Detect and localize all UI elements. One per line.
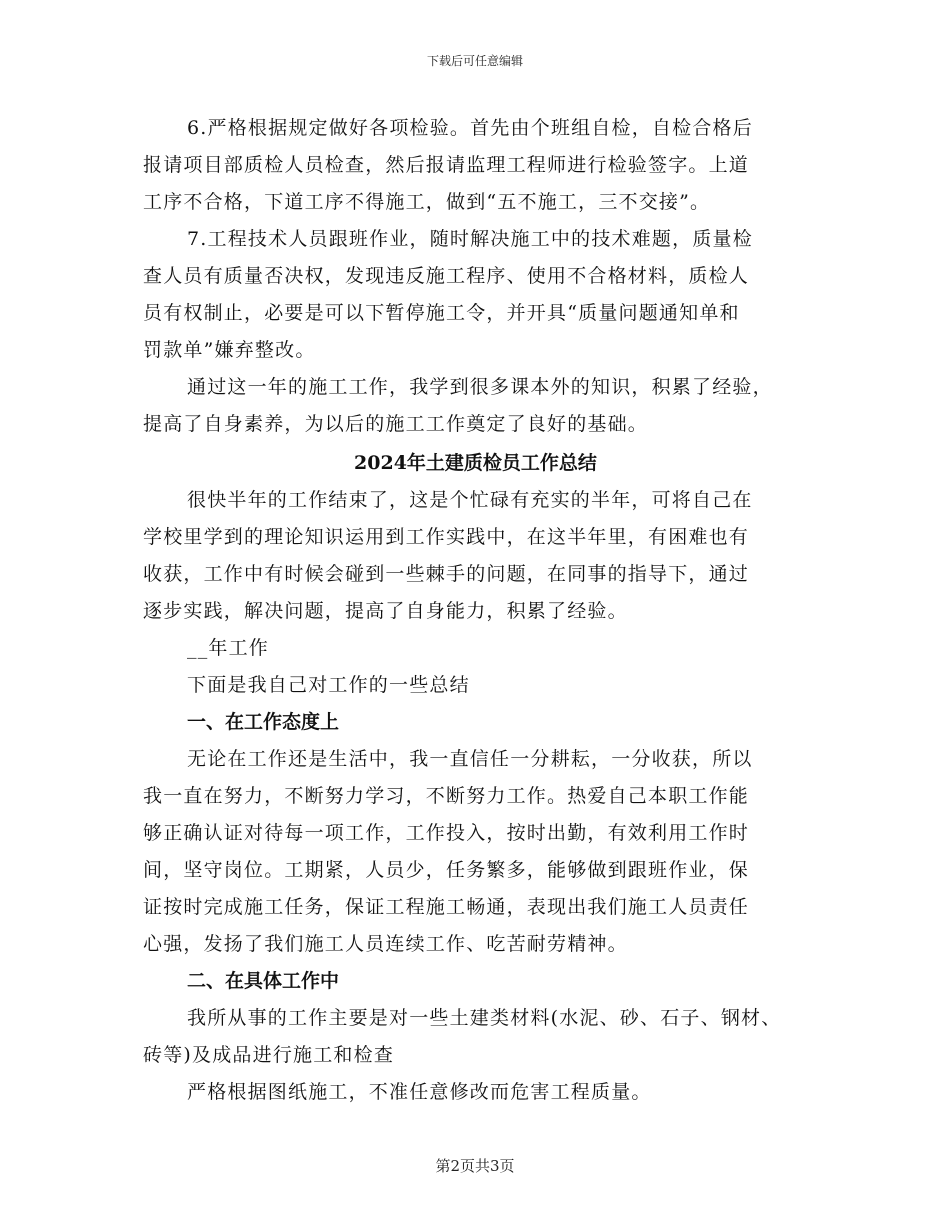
document-body: [143, 110, 808, 1111]
text-line: 收获，工作中有时候会碰到一些棘手的问题，在同事的指导下，通过: [143, 563, 750, 585]
paragraph-materials: [143, 1000, 808, 1074]
text-line: 无论在工作还是生活中，我一直信任一分耕耘，一分收获，所以: [187, 748, 753, 770]
text-line: 通过这一年的施工工作，我学到很多课本外的知识，积累了经验，: [187, 376, 773, 398]
paragraph-summary-lead: 下面是我自己对工作的一些总结: [187, 674, 470, 696]
text-line: 提高了自身素养，为以后的施工工作奠定了良好的基础。: [143, 413, 649, 435]
text-line: 证按时完成施工任务，保证工程施工畅通，表现出我们施工人员责任: [143, 896, 750, 918]
text-line: 7.工程技术人员跟班作业，随时解决施工中的技术难题，质量检: [187, 228, 753, 250]
text-line: 我所从事的工作主要是对一些土建类材料(水泥、砂、石子、钢材、: [187, 1007, 782, 1029]
text-line: 我一直在努力，不断努力学习，不断努力工作。热爱自己本职工作能: [143, 785, 750, 807]
section-heading-specific-work: 二、在具体工作中: [187, 970, 340, 992]
text-line: 6.严格根据规定做好各项检验。首先由个班组自检，自检合格后: [187, 117, 753, 139]
text-line: 砖等)及成品进行施工和检查: [143, 1044, 395, 1066]
text-line: 报请项目部质检人员检查，然后报请监理工程师进行检验签字。上道: [143, 154, 750, 176]
text-line: 工序不合格，下道工序不得施工，做到“五不施工，三不交接”。: [143, 191, 711, 213]
paragraph-drawings: 严格根据图纸施工，不准任意修改而危害工程质量。: [187, 1081, 652, 1103]
text-line: 够正确认证对待每一项工作，工作投入，按时出勤，有效利用工作时: [143, 822, 750, 844]
paragraph-year-work: __年工作: [187, 637, 270, 659]
document-title: 2024年土建质检员工作总结: [354, 452, 597, 474]
text-line: 罚款单”嫌弃整改。: [143, 339, 316, 361]
text-line: 心强，发扬了我们施工人员连续工作、吃苦耐劳精神。: [143, 933, 628, 955]
text-line: 员有权制止，必要是可以下暂停施工令，并开具“质量问题通知单和: [143, 302, 740, 324]
text-line: 查人员有质量否决权，发现违反施工程序、使用不合格材料，质检人: [143, 265, 750, 287]
paragraph-attitude: [143, 741, 808, 963]
paragraph-conclusion: [143, 369, 808, 443]
text-line: 学校里学到的理论知识运用到工作实践中，在这半年里，有困难也有: [143, 526, 750, 548]
page-header: 下载后可任意编辑: [426, 54, 523, 68]
paragraph-item-6: [143, 110, 808, 221]
paragraph-intro: [143, 482, 808, 630]
text-line: 很快半年的工作结束了，这是个忙碌有充实的半年，可将自己在: [187, 489, 753, 511]
page-footer: 第2页共3页: [435, 1157, 515, 1175]
text-line: 逐步实践，解决问题，提高了自身能力，积累了经验。: [143, 600, 628, 622]
text-line: 间，坚守岗位。工期紧，人员少，任务繁多，能够做到跟班作业，保: [143, 859, 750, 881]
paragraph-item-7: [143, 221, 808, 369]
section-heading-attitude: 一、在工作态度上: [187, 711, 340, 733]
